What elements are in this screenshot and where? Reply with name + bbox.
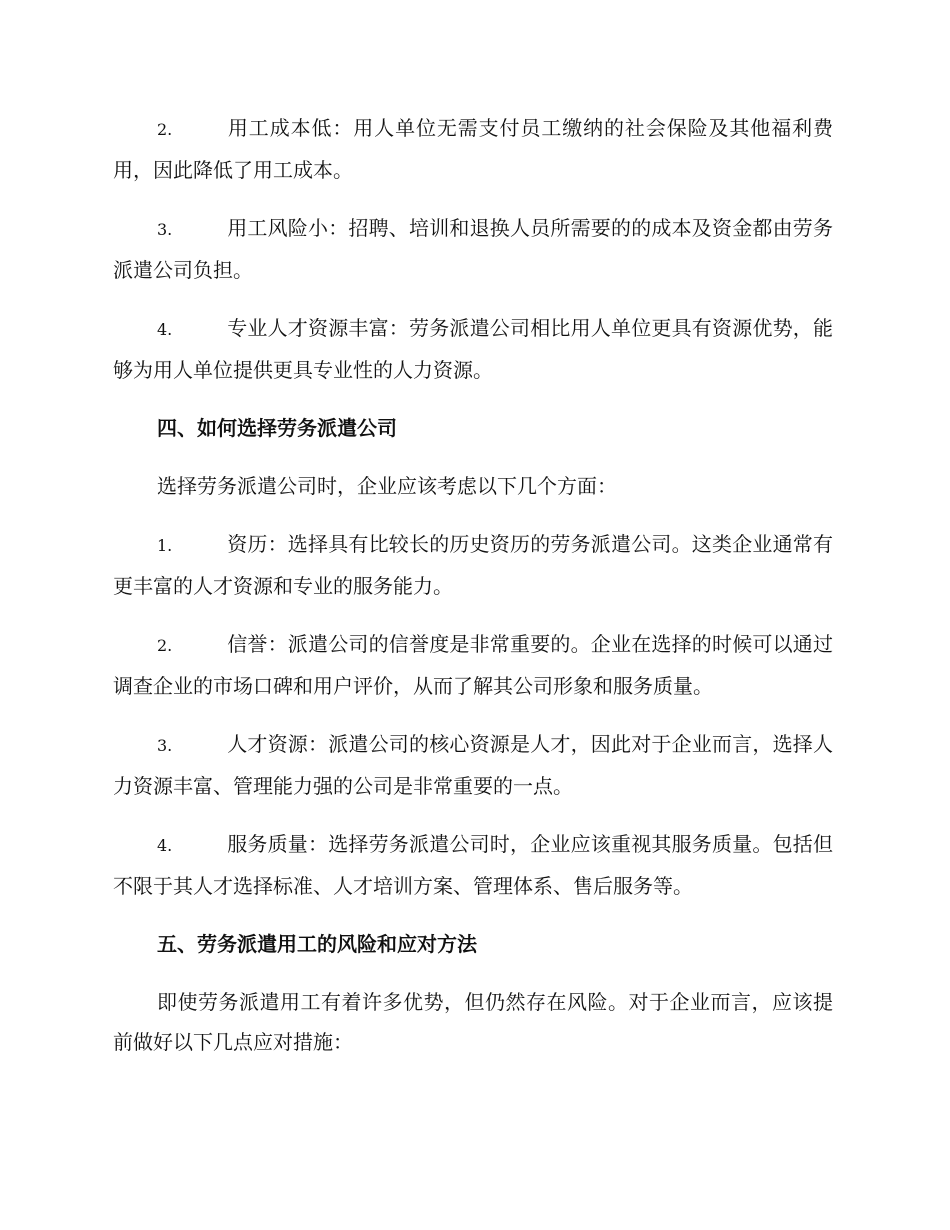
list-number: 4.: [157, 320, 173, 339]
list-text: 人才资源：派遣公司的核心资源是人才，因此对于企业而言，选择人力资源丰富、管理能力强的公司是非常重要的一点。: [113, 732, 833, 798]
list-number: 2.: [157, 636, 173, 655]
list-text: 服务质量：选择劳务派遣公司时，企业应该重视其服务质量。包括但不限于其人才选择标准、人才培训方案、管理体系、售后服务等。: [113, 832, 833, 898]
document-body: [113, 108, 833, 1080]
list-item: [113, 524, 833, 606]
list-item: [113, 624, 833, 706]
paragraph: 选择劳务派遣公司时，企业应该考虑以下几个方面：: [157, 474, 617, 498]
list-number: 3.: [157, 736, 173, 755]
list-text: 用工成本低：用人单位无需支付员工缴纳的社会保险及其他福利费用，因此降低了用工成本。: [113, 116, 833, 182]
paragraph: 即使劳务派遣用工有着许多优势，但仍然存在风险。对于企业而言，应该提前做好以下几点应对措施：: [113, 990, 833, 1054]
list-text: 信誉：派遣公司的信誉度是非常重要的。企业在选择的时候可以通过调查企业的市场口碑和用户评价，从而了解其公司形象和服务质量。: [113, 632, 833, 698]
list-item: [113, 824, 833, 906]
list-number: 4.: [157, 836, 173, 855]
list-item: [113, 108, 833, 190]
list-number: 3.: [157, 220, 173, 239]
list-text: 用工风险小：招聘、培训和退换人员所需要的的成本及资金都由劳务派遣公司负担。: [113, 216, 833, 282]
list-text: 资历：选择具有比较长的历史资历的劳务派遣公司。这类企业通常有更丰富的人才资源和专业的服务能力。: [113, 532, 833, 598]
list-text: 专业人才资源丰富：劳务派遣公司相比用人单位更具有资源优势，能够为用人单位提供更具专业性的人力资源。: [113, 316, 833, 382]
list-item: [113, 208, 833, 290]
list-item: [113, 724, 833, 806]
list-item: [113, 308, 833, 390]
list-number: 2.: [157, 120, 173, 139]
section-heading: 四、如何选择劳务派遣公司: [157, 416, 397, 440]
list-number: 1.: [157, 536, 173, 555]
section-heading: 五、劳务派遣用工的风险和应对方法: [157, 932, 477, 956]
